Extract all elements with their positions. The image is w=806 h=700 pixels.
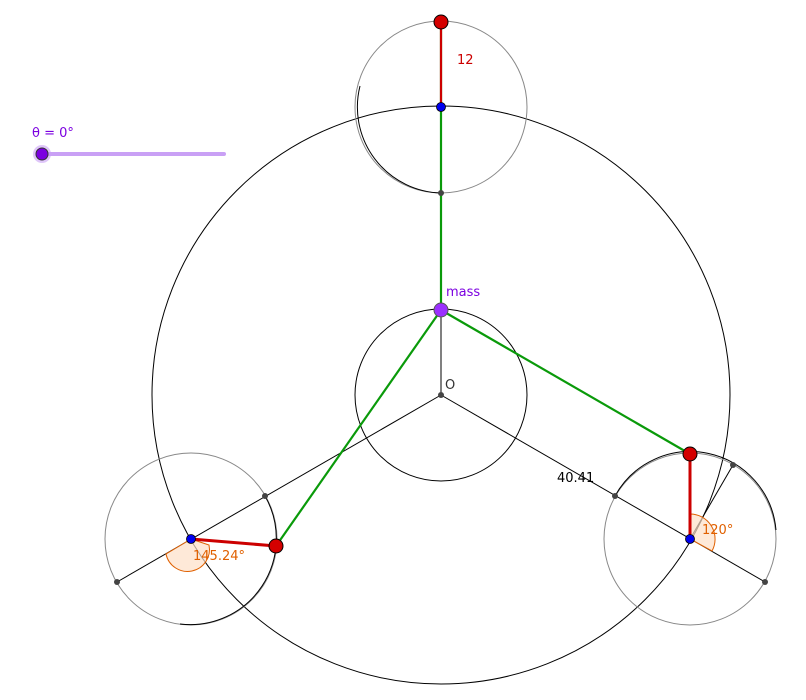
point-left-inner <box>262 493 268 499</box>
angle-right-label: 120° <box>702 523 734 538</box>
slider-knob[interactable] <box>36 148 48 160</box>
center-label: O <box>445 378 456 393</box>
red-point-top[interactable] <box>434 15 448 29</box>
slider-label: θ = 0° <box>32 126 74 141</box>
point-left-outer <box>114 579 120 585</box>
point-top-bottom <box>438 190 444 196</box>
blue-point-top[interactable] <box>437 103 446 112</box>
distance-label: 40.41 <box>557 471 595 486</box>
spoke-right <box>441 395 765 582</box>
blue-point-left[interactable] <box>187 535 196 544</box>
green-rod-right <box>441 310 690 454</box>
top-length-label: 12 <box>457 53 474 68</box>
green-rod-left <box>276 310 441 546</box>
mass-point[interactable] <box>434 303 448 317</box>
point-right-diagonal <box>730 462 736 468</box>
red-point-right[interactable] <box>683 447 697 461</box>
point-right-outer <box>762 579 768 585</box>
top-wheel-arc <box>357 86 441 193</box>
blue-point-right[interactable] <box>686 535 695 544</box>
angle-left-label: 145.24° <box>193 549 245 564</box>
mass-label: mass <box>446 285 481 300</box>
point-center <box>438 392 444 398</box>
point-right-inner <box>612 493 618 499</box>
red-point-left[interactable] <box>269 539 283 553</box>
